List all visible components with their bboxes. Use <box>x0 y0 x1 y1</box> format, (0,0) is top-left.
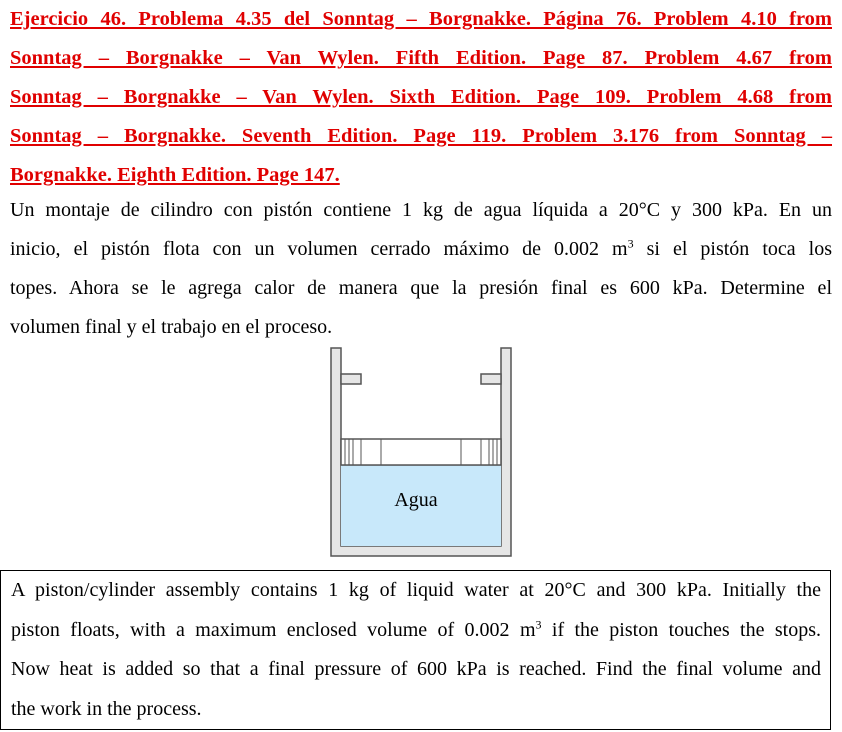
title-line-1: Ejercicio 46. Problema 4.35 del Sonntag – Borgnakke. Página 76. Problem 4.10 from <box>10 8 832 30</box>
english-statement <box>11 571 821 729</box>
english-line-4: the work in the process. <box>11 697 202 720</box>
problem-title <box>10 0 832 195</box>
spanish-line-2b: si el pistón toca los <box>633 238 832 260</box>
english-line-2a: piston floats, with a maximum enclosed volume of 0.002 m <box>11 618 536 641</box>
english-line-1: A piston/cylinder assembly contains 1 kg of liquid water at 20°C and 300 kPa. Initially the <box>11 579 821 601</box>
water-label: Agua <box>394 489 438 511</box>
english-statement-box <box>0 570 831 730</box>
english-line-2b: if the piston touches the stops. <box>541 618 821 641</box>
spanish-line-3: topes. Ahora se le agrega calor de manera que la presión final es 600 kPa. Determine el <box>10 277 832 299</box>
stop-left <box>341 374 361 384</box>
piston-cylinder-figure <box>328 346 514 558</box>
title-line-4: Sonntag – Borgnakke. Seventh Edition. Page 119. Problem 3.176 from Sonntag – <box>10 125 832 147</box>
spanish-exponent: 3 <box>627 236 634 251</box>
spanish-line-2a: inicio, el pistón flota con un volumen cerrado máximo de 0.002 m <box>10 238 628 260</box>
spanish-line-4: volumen final y el trabajo en el proceso. <box>10 316 333 338</box>
english-line-3: Now heat is added so that a final pressure of 600 kPa is reached. Find the final volume and <box>11 658 821 680</box>
spanish-line-1: Un montaje de cilindro con pistón contiene 1 kg de agua líquida a 20°C y 300 kPa. En un <box>10 199 832 221</box>
english-exponent: 3 <box>535 616 542 631</box>
title-line-2: Sonntag – Borgnakke – Van Wylen. Fifth Edition. Page 87. Problem 4.67 from <box>10 47 832 69</box>
title-line-3: Sonntag – Borgnakke – Van Wylen. Sixth Edition. Page 109. Problem 4.68 from <box>10 86 832 108</box>
english-line-2 <box>11 611 821 651</box>
title-line-5: Borgnakke. Eighth Edition. Page 147. <box>10 164 340 186</box>
spanish-statement <box>10 191 832 347</box>
piston <box>341 439 501 465</box>
stop-right <box>481 374 501 384</box>
spanish-line-2 <box>10 230 832 269</box>
